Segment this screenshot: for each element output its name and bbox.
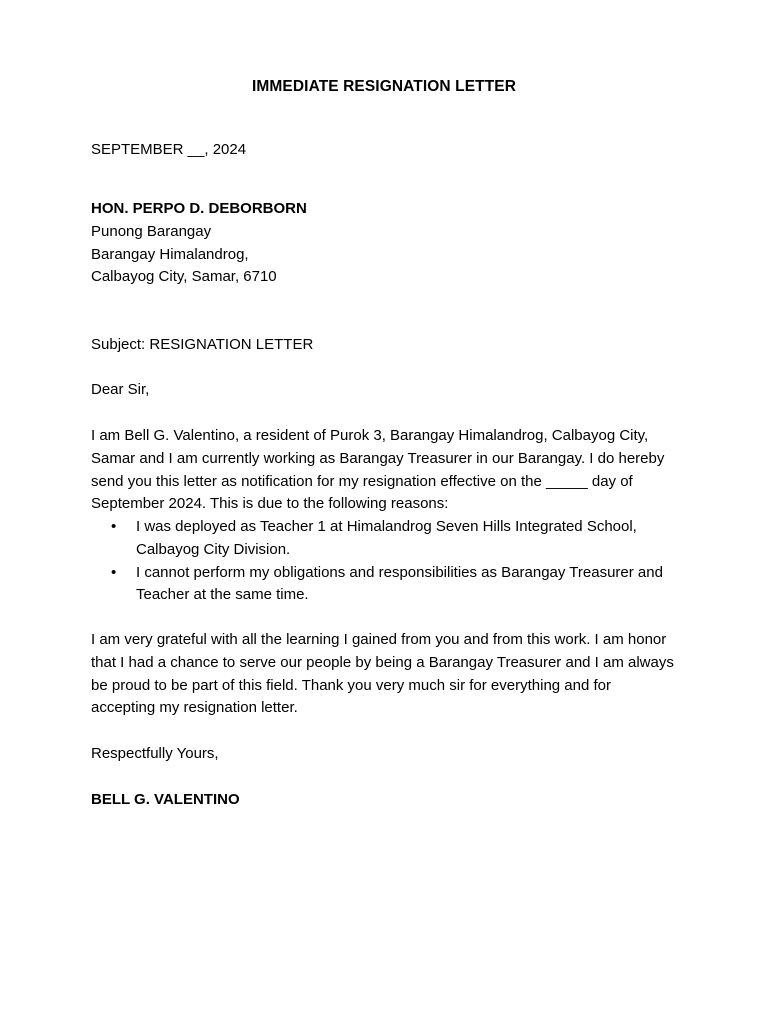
recipient-line: Punong Barangay bbox=[91, 222, 212, 240]
letter-salutation: Dear Sir, bbox=[91, 381, 150, 398]
reason-item bbox=[91, 516, 691, 562]
bullet-icon: • bbox=[111, 563, 117, 581]
paragraph-line: Samar and I am currently working as Barangay Treasurer in our Barangay. I do hereby bbox=[91, 449, 665, 467]
recipient-block bbox=[91, 198, 691, 289]
paragraph-line: I am very grateful with all the learning I gained from you and from this work. I am honor bbox=[91, 631, 667, 648]
reason-item bbox=[91, 562, 691, 608]
recipient-line: Calbayog City, Samar, 6710 bbox=[91, 268, 277, 286]
letter-closing: Respectfully Yours, bbox=[91, 745, 219, 762]
paragraph-line: September 2024. This is due to the following reasons: bbox=[91, 495, 449, 513]
reasons-list bbox=[91, 516, 691, 607]
recipient-name: HON. PERPO D. DEBORBORN bbox=[91, 200, 307, 217]
recipient-line: Barangay Himalandrog, bbox=[91, 245, 249, 263]
body-paragraph-1 bbox=[91, 425, 691, 516]
letter-date: SEPTEMBER __, 2024 bbox=[91, 141, 247, 158]
reason-line: I was deployed as Teacher 1 at Himalandrog Seven Hills Integrated School, bbox=[136, 518, 637, 535]
body-paragraph-2 bbox=[91, 629, 691, 720]
paragraph-line: be proud to be part of this field. Thank you very much sir for everything and for bbox=[91, 676, 611, 694]
paragraph-line: I am Bell G. Valentino, a resident of Purok 3, Barangay Himalandrog, Calbayog City, bbox=[91, 427, 649, 444]
reason-line: Calbayog City Division. bbox=[136, 540, 291, 558]
paragraph-line: send you this letter as notification for my resignation effective on the _____ day of bbox=[91, 472, 633, 490]
paragraph-line: accepting my resignation letter. bbox=[91, 699, 298, 717]
reason-line: Teacher at the same time. bbox=[136, 586, 309, 604]
letter-subject: Subject: RESIGNATION LETTER bbox=[91, 336, 314, 353]
paragraph-line: that I had a chance to serve our people by being a Barangay Treasurer and I am always bbox=[91, 653, 674, 671]
signature-name: BELL G. VALENTINO bbox=[91, 791, 240, 808]
bullet-icon: • bbox=[111, 518, 117, 535]
letter-title: IMMEDIATE RESIGNATION LETTER bbox=[252, 78, 516, 95]
reason-line: I cannot perform my obligations and responsibilities as Barangay Treasurer and bbox=[136, 563, 663, 581]
